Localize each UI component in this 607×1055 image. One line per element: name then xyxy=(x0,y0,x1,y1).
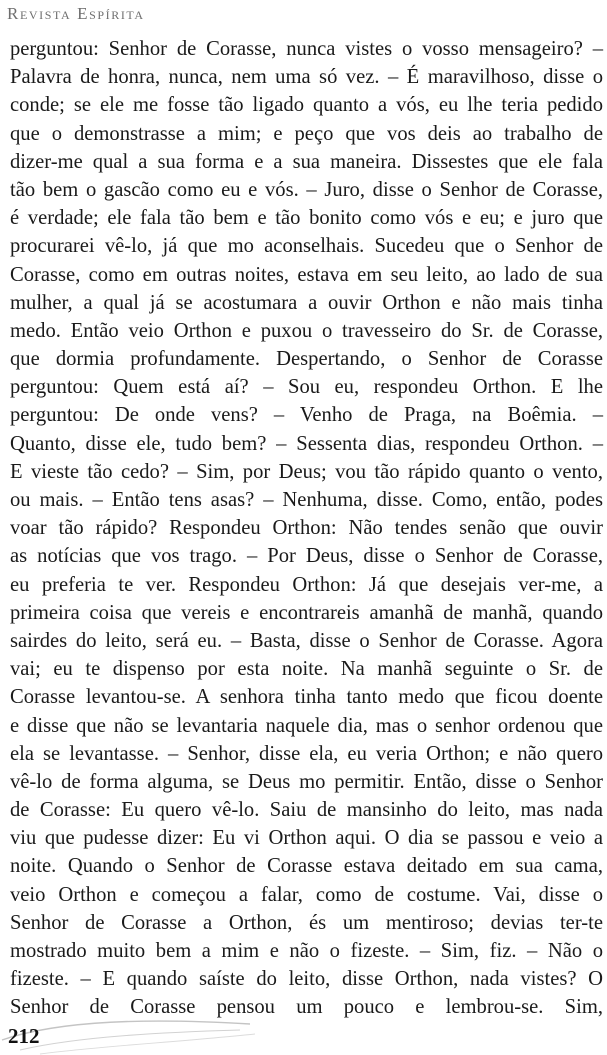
text-line: procurarei vê-lo, já que mo aconselhais. Sucedeu que o Senhor de xyxy=(10,235,603,258)
text-line: vai; eu te dispenso por esta noite. Na manhã seguinte o Sr. de xyxy=(10,658,603,681)
text-line: as notícias que vos trago. – Por Deus, disse o Senhor de Corasse, xyxy=(10,545,603,568)
text-line: medo. Então veio Orthon e puxou o travesseiro do Sr. de Corasse, xyxy=(10,319,603,342)
text-line: voar tão rápido? Respondeu Orthon: Não tendes senão que ouvir xyxy=(10,517,603,540)
running-header: Revista Espírita xyxy=(7,4,145,23)
text-line: Quanto, disse ele, tudo bem? – Sessenta dias, respondeu Orthon. – xyxy=(10,432,603,455)
text-line: é verdade; ele fala tão bem e tão bonito como vós e eu; e juro que xyxy=(10,207,603,230)
text-line: noite. Quando o Senhor de Corasse estava deitado em sua cama, xyxy=(10,855,603,878)
text-line: E vieste tão cedo? – Sim, por Deus; vou tão rápido quanto o vento, xyxy=(10,460,603,483)
text-line: dizer-me qual a sua forma e a sua maneira. Dissestes que ele fala xyxy=(10,150,603,173)
text-line: primeira coisa que vereis e encontrareis amanhã de manhã, quando xyxy=(10,601,603,624)
text-line: fizeste. – E quando saíste do leito, disse Orthon, nada vistes? O xyxy=(10,968,603,991)
text-line: Palavra de honra, nunca, nem uma só vez. – É maravilhoso, disse o xyxy=(10,66,603,89)
text-line: mulher, a qual já se acostumara a ouvir Orthon e não mais tinha xyxy=(10,291,603,314)
text-line: mostrado muito bem a mim e não o fizeste. – Sim, fiz. – Não o xyxy=(10,940,603,962)
text-line: sairdes do leito, será eu. – Basta, disse o Senhor de Corasse. Agora xyxy=(10,629,603,652)
text-line: veio Orthon e começou a falar, como de costume. Vai, disse o xyxy=(10,883,603,906)
text-line: perguntou: Senhor de Corasse, nunca vistes o vosso mensageiro? – xyxy=(10,38,603,60)
page-footer xyxy=(0,1010,607,1055)
text-line: Senhor de Corasse a Orthon, és um mentiroso; devias ter-te xyxy=(10,911,603,934)
text-line: vê-lo de forma alguma, se Deus mo permitir. Então, disse o Senhor xyxy=(10,770,603,793)
text-line: ou mais. – Então tens asas? – Nenhuma, disse. Como, então, podes xyxy=(10,489,603,511)
text-line: que o demonstrasse a mim; e peço que vos deis ao trabalho de xyxy=(10,122,603,145)
text-line: eu preferia te ver. Respondeu Orthon: Já que desejais ver-me, a xyxy=(10,573,603,596)
text-line: ela se levantasse. – Senhor, disse ela, eu veria Orthon; e não quero xyxy=(10,742,603,765)
text-line: perguntou: De onde vens? – Venho de Praga, na Boêmia. – xyxy=(10,404,603,427)
page-body-text xyxy=(10,35,603,1022)
text-line: e disse que não se levantaria naquele dia, mas o senhor ordenou que xyxy=(10,714,603,737)
text-line: Senhor de Corasse pensou um pouco e lembrou-se. Sim, xyxy=(10,996,603,1019)
text-line: Corasse levantou-se. A senhora tinha tanto medo que ficou doente xyxy=(10,686,603,709)
text-line: conde; se ele me fosse tão ligado quanto a vós, eu lhe teria pedido xyxy=(10,94,603,117)
text-line: de Corasse: Eu quero vê-lo. Saiu de mansinho do leito, mas nada xyxy=(10,799,603,822)
text-line: tão bem o gascão como eu e vós. – Juro, disse o Senhor de Corasse, xyxy=(10,178,603,201)
text-line: Corasse, como em outras noites, estava em seu leito, ao lado de sua xyxy=(10,263,603,286)
page-number: 212 xyxy=(8,1024,40,1048)
text-line: perguntou: Quem está aí? – Sou eu, respondeu Orthon. E lhe xyxy=(10,376,603,399)
text-line: que dormia profundamente. Despertando, o Senhor de Corasse xyxy=(10,348,603,371)
text-line: viu que pudesse dizer: Eu vi Orthon aqui. O dia se passou e veio a xyxy=(10,827,603,850)
